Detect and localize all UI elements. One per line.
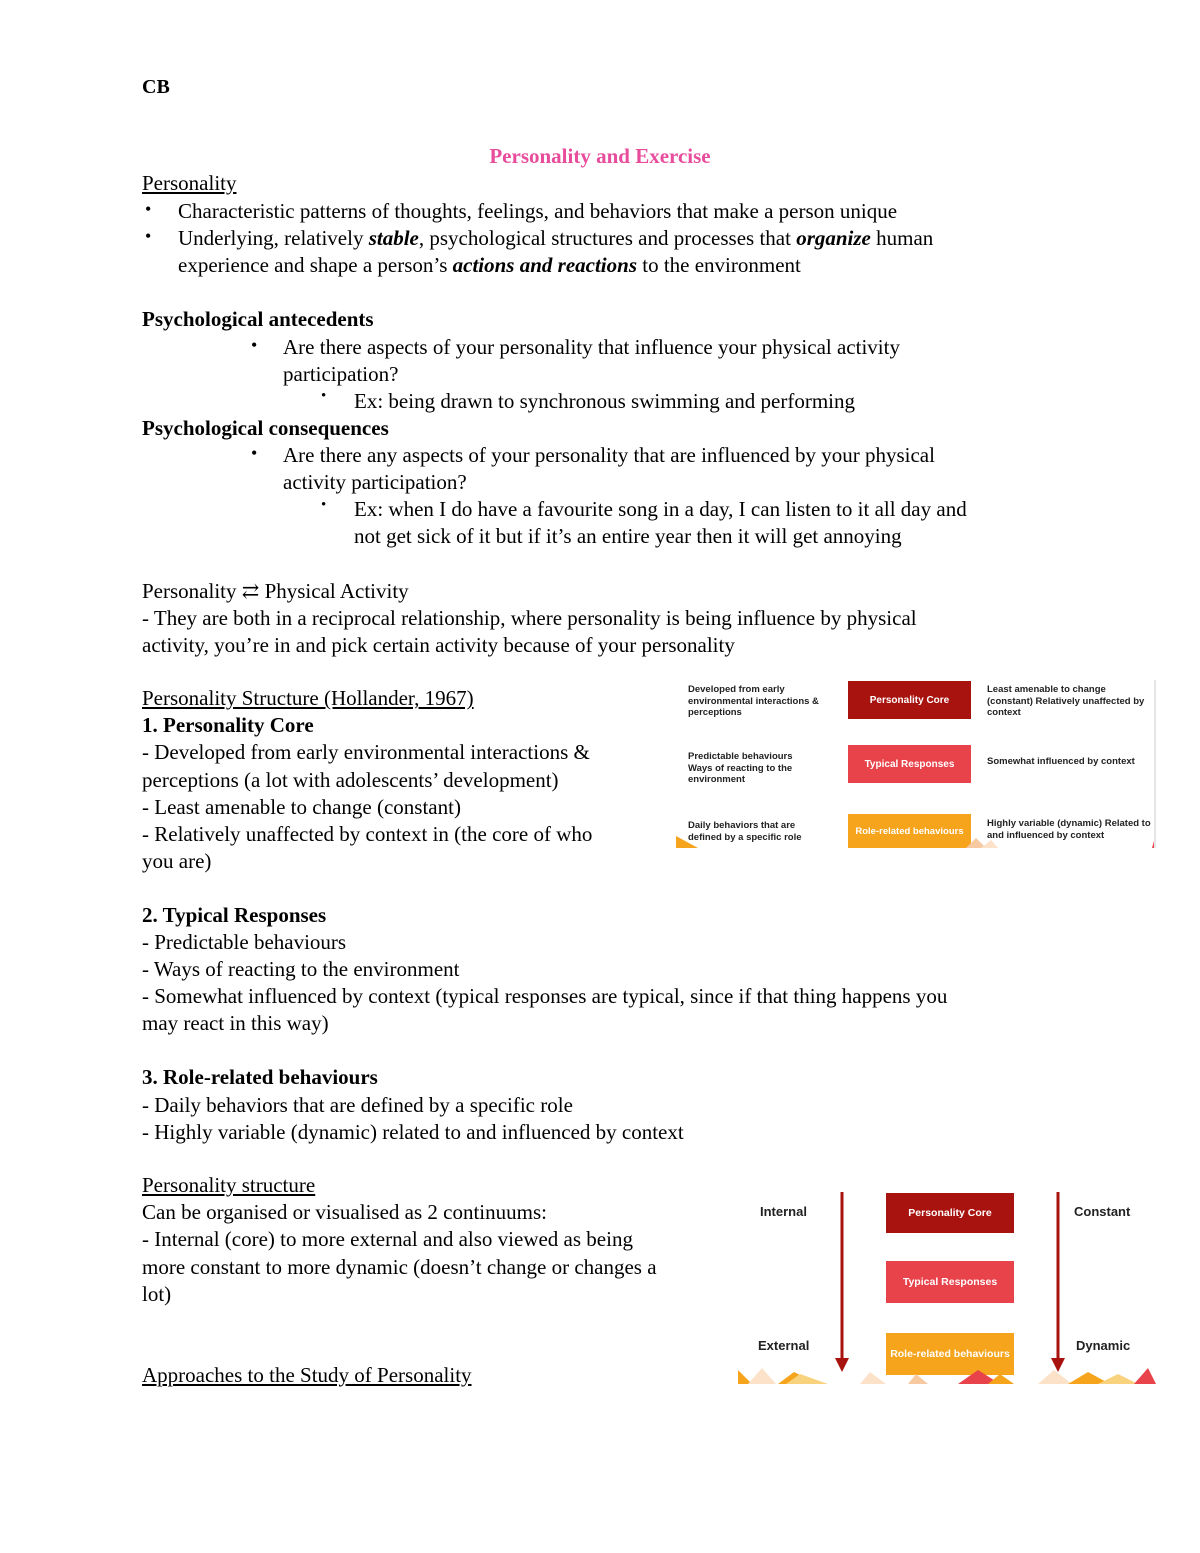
bullet-icon: • [145, 199, 152, 219]
bullet-icon: • [321, 388, 327, 404]
label-dynamic: Dynamic [1076, 1338, 1131, 1353]
consequences-example: Ex: when I do have a favourite song in a day, I can listen to it all day and [354, 497, 967, 521]
typical-line: - Ways of reacting to the environment [142, 957, 460, 981]
typical-line: - Predictable behaviours [142, 930, 347, 954]
section-heading-antecedents: Psychological antecedents [142, 307, 374, 331]
role-line: - Highly variable (dynamic) related to and influenced by context [142, 1120, 684, 1144]
consequences-question: Are there any aspects of your personality that are influenced by your physical [283, 443, 935, 467]
figure-right-label-2: Somewhat influenced by context [987, 756, 1135, 767]
typical-heading: 2. Typical Responses [142, 903, 327, 927]
personality-bullet-2-cont: experience and shape a person’s actions and reactions to the environment [178, 253, 801, 277]
core-line: perceptions (a lot with adolescents’ development) [142, 768, 559, 792]
label-internal: Internal [760, 1204, 807, 1219]
structure-heading: Personality Structure (Hollander, 1967) [142, 686, 474, 710]
role-heading: 3. Role-related behaviours [142, 1065, 378, 1089]
box-typical-responses: Typical Responses [886, 1261, 1014, 1303]
core-heading: 1. Personality Core [142, 713, 314, 737]
figure-divider [1154, 680, 1156, 848]
box-personality-core: Personality Core [848, 681, 971, 719]
approaches-heading: Approaches to the Study of Personality [142, 1363, 472, 1387]
consequences-example-cont: not get sick of it but if it’s an entire year then it will get annoying [354, 524, 902, 548]
core-line: - Developed from early environmental interactions & [142, 740, 590, 764]
role-line: - Daily behaviors that are defined by a specific role [142, 1093, 573, 1117]
arrow-down-icon [830, 1188, 854, 1378]
bullet-icon: • [321, 497, 327, 513]
label-external: External [758, 1338, 810, 1353]
consequences-question-cont: activity participation? [283, 470, 467, 494]
typical-line: may react in this way) [142, 1011, 329, 1035]
decorative-triangles-icon [738, 1358, 1156, 1384]
bullet-icon: • [145, 226, 152, 246]
reciprocal-line-2: activity, you’re in and pick certain activity because of your personality [142, 633, 735, 657]
section-heading-personality: Personality [142, 171, 237, 195]
continuum-line: lot) [142, 1282, 172, 1306]
core-line: you are) [142, 849, 212, 873]
label-constant: Constant [1074, 1204, 1131, 1219]
personality-bullet-2: Underlying, relatively stable, psychological structures and processes that organize human [178, 226, 934, 250]
reciprocal-heading: Personality ⇄ Physical Activity [142, 579, 409, 603]
arrow-down-icon [1046, 1188, 1070, 1378]
antecedents-question-cont: participation? [283, 362, 399, 386]
figure-left-label-1: Developed from early environmental interactions & perceptions [688, 684, 819, 718]
page-title: Personality and Exercise [489, 144, 711, 168]
reciprocal-line-1: - They are both in a reciprocal relationship, where personality is being influence by physical [142, 606, 917, 630]
box-personality-core: Personality Core [886, 1193, 1014, 1233]
continuum-line: - Internal (core) to more external and also viewed as being [142, 1227, 633, 1251]
decorative-triangles-icon [676, 830, 1156, 848]
figure-right-label-3: Highly variable (dynamic) Related to and influenced by context [987, 818, 1151, 841]
continuum-figure [738, 1188, 1156, 1386]
typical-line: - Somewhat influenced by context (typical responses are typical, since if that thing happens you [142, 984, 948, 1008]
figure-left-label-3: Daily behaviors that are defined by a specific role [688, 820, 802, 843]
box-role-related: Role-related behaviours [886, 1333, 1014, 1375]
figure-left-label-2: Predictable behaviours Ways of reacting to the environment [688, 751, 793, 785]
bullet-icon: • [251, 335, 258, 355]
continuum-heading: Personality structure [142, 1173, 316, 1197]
box-role-related: Role-related behaviours [848, 814, 971, 848]
box-typical-responses: Typical Responses [848, 745, 971, 783]
figure-right-label-1: Least amenable to change (constant) Relatively unaffected by context [987, 684, 1145, 718]
bullet-icon: • [251, 443, 258, 463]
structure-figure [676, 680, 1156, 848]
antecedents-question: Are there aspects of your personality that influence your physical activity [283, 335, 900, 359]
core-line: - Least amenable to change (constant) [142, 795, 461, 819]
section-heading-consequences: Psychological consequences [142, 416, 389, 440]
core-line: - Relatively unaffected by context in (the core of who [142, 822, 593, 846]
antecedents-example: Ex: being drawn to synchronous swimming and performing [354, 389, 856, 413]
continuum-line: Can be organised or visualised as 2 continuums: [142, 1200, 547, 1224]
author-initials: CB [142, 76, 170, 98]
continuum-line: more constant to more dynamic (doesn’t change or changes a [142, 1255, 657, 1279]
personality-bullet-1: Characteristic patterns of thoughts, feelings, and behaviors that make a person unique [178, 199, 898, 223]
